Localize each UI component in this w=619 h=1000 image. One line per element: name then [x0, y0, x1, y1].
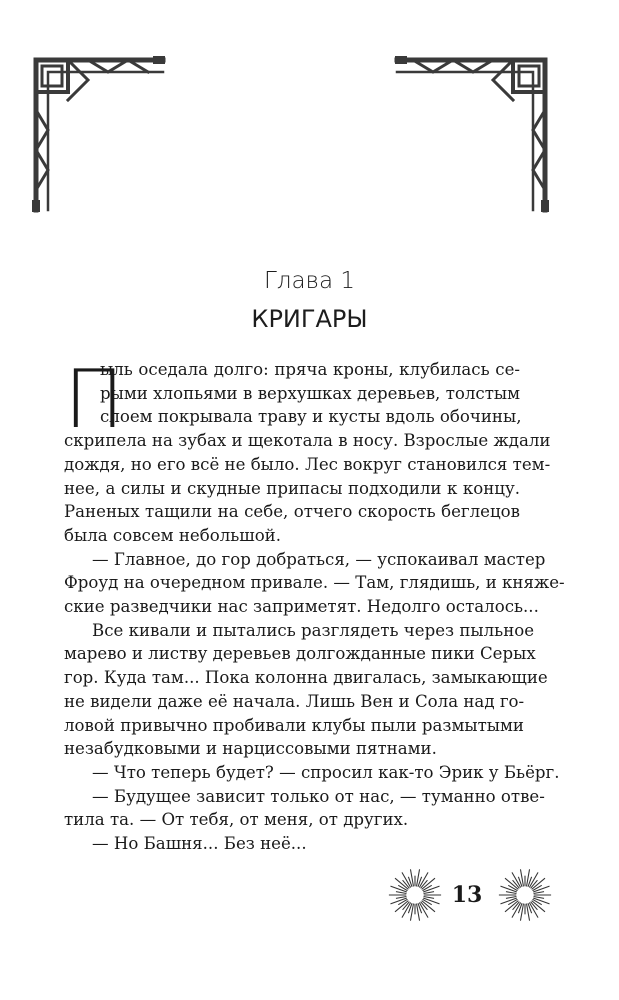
body-line: гор. Куда там... Пока колонна двигалась, замыкающие [64, 668, 548, 688]
sunburst-right-icon [496, 866, 554, 924]
celtic-knot-corner-right-icon [393, 50, 555, 215]
body-line: не видели даже её начала. Лишь Вен и Сола над го- [64, 691, 525, 711]
body-line: нее, а силы и скудные припасы подходили к концу. [64, 478, 520, 498]
body-line: ловой привычно пробивали клубы пыли размытыми [64, 715, 524, 735]
body-line: марево и листву деревьев долгожданные пики Серых [64, 644, 536, 664]
drop-cap: П [64, 353, 125, 446]
body-line: ыль оседала долго: пряча кроны, клубилась се- [100, 360, 520, 379]
body-line: ские разведчики нас заприметят. Недолго осталось... [64, 597, 539, 617]
body-line: Фроуд на очередном привале. — Там, глядишь, и княже- [64, 573, 565, 593]
body-line: рыми хлопьями в верхушках деревьев, толстым [100, 383, 520, 403]
chapter-title: КРИГАРЫ [251, 305, 368, 333]
body-line: Раненых тащили на себе, отчего скорость беглецов [64, 502, 520, 522]
body-line: — Главное, до гор добраться, — успокаивал мастер [92, 549, 546, 569]
page-number: 13 [451, 882, 483, 908]
body-line: Все кивали и пытались разглядеть через пыльное [92, 620, 535, 640]
body-line: дождя, но его всё не было. Лес вокруг становился тем- [64, 454, 551, 474]
sunburst-left-icon [386, 866, 444, 924]
body-line: была совсем небольшой. [64, 525, 282, 545]
body-line: слоем покрывала траву и кусты вдоль обочины, [100, 407, 522, 427]
body-line: — Но Башня... Без неё... [92, 834, 307, 854]
body-line: скрипела на зубах и щекотала в носу. Взрослые ждали [64, 431, 551, 451]
body-line: — Что теперь будет? — спросил как-то Эрик у Бьёрг. [92, 762, 560, 782]
celtic-knot-corner-left-icon [28, 50, 168, 215]
chapter-number: Глава 1 [263, 268, 356, 294]
body-line: незабудковыми и нарциссовыми пятнами. [64, 739, 437, 759]
body-line: — Будущее зависит только от нас, — туманно отве- [92, 786, 545, 806]
chapter-body [64, 353, 565, 856]
body-line: тила та. — От тебя, от меня, от других. [64, 810, 409, 830]
